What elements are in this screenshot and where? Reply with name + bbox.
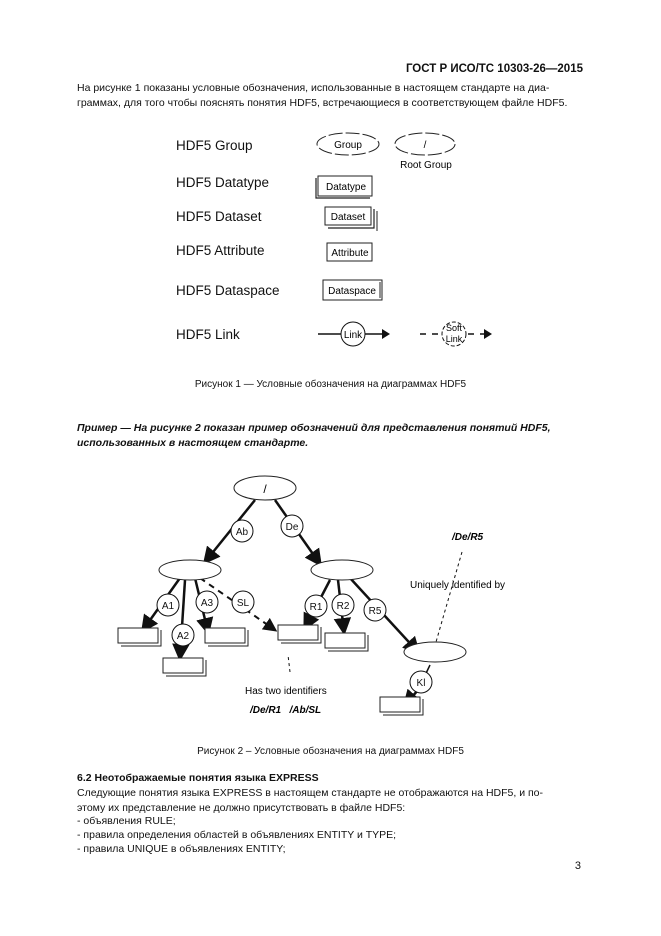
soft-link-symbol [420,322,492,346]
page-number: 3 [574,860,581,872]
figure1-caption: Рисунок 1 — Условные обозначения на диаграммах HDF5 [194,379,467,390]
dataset-symbol-label: Dataset [330,212,366,223]
intro-line-2: граммах, для того чтобы пояснять понятия HDF5, встречающиеся в соответствующем файле HDF5. [77,97,568,109]
dataset-a1 [118,628,158,643]
two-ids-label: Has two identifiers [245,686,327,697]
uniquely-label: Uniquely identified by [410,580,506,591]
list-item: - объявления RULE; [77,815,176,827]
legend-label-dataspace: HDF5 Dataspace [176,283,280,298]
section-title: 6.2 Неотображаемые понятия языка EXPRESS [77,772,319,784]
dataspace-symbol [323,280,382,300]
dataspace-symbol-label: Dataspace [328,286,376,297]
document-code: ГОСТ Р ИСО/ТС 10303-26—2015 [405,63,583,75]
hdf5-example-diagram [0,460,661,730]
link-kl: Kl [416,678,426,689]
attribute-symbol-label: Attribute [331,248,369,259]
example-paragraph [77,421,584,451]
datatype-symbol-label: Datatype [325,182,367,193]
intro-line-1: На рисунке 1 показаны условные обозначения, использованные в настоящем стандарте на диа- [77,82,550,94]
legend-label-group: HDF5 Group [176,138,253,153]
dataset-a3 [205,628,245,643]
list-item: - правила UNIQUE в объявлениях ENTITY; [77,843,286,855]
group-ab [159,560,221,580]
intro-paragraph [77,81,584,111]
datatype-symbol [316,176,372,198]
root-symbol-label: / [423,140,427,151]
link-sl: SL [236,598,250,609]
section-paragraph [77,786,584,816]
dataset-kl [380,697,420,712]
figure2-caption: Рисунок 2 – Условные обозначения на диаграммах HDF5 [197,746,464,757]
section-line-2: этому их представление не должно присутствовать в файле HDF5: [77,802,406,814]
dataset-a2 [163,658,203,673]
group-de [311,560,373,580]
root-label: / [263,482,267,496]
link-de: De [285,522,299,533]
example-line-1: Пример — На рисунке 2 показан пример обозначений для представления понятий HDF5, [77,422,551,434]
group-r5 [404,642,466,662]
link-r5: R5 [368,606,382,617]
legend-label-attribute: HDF5 Attribute [176,243,265,258]
soft-link-label-1: Soft [445,323,463,333]
path-label: /De/R5 [452,532,484,543]
link-r1: R1 [309,602,323,613]
ids-label: /De/R1 /Ab/SL [250,705,322,716]
dataset-shared [278,625,318,640]
list-item: - правила определения областей в объявлениях ENTITY и TYPE; [77,829,397,841]
dataset-symbol [325,207,377,231]
link-a1: A1 [161,601,175,612]
link-symbol-label: Link [343,330,363,341]
soft-link-label-2: Link [445,334,463,344]
group-symbol [317,133,379,155]
section-line-1: Следующие понятия языка EXPRESS в настоящем стандарте не отображаются на HDF5, и по- [77,787,544,799]
legend-label-datatype: HDF5 Datatype [176,175,270,190]
attribute-symbol [327,243,372,261]
group-symbol-label: Group [334,140,362,151]
root-group-label: Root Group [400,160,452,171]
legend-figure [0,120,661,370]
example-line-2: использованных в настоящем стандарте. [77,437,309,449]
legend-label-link: HDF5 Link [176,327,240,342]
dataset-r2 [325,633,365,648]
link-a2: A2 [176,631,190,642]
root-group-symbol [395,133,455,171]
link-r2: R2 [336,601,350,612]
link-a3: A3 [200,598,214,609]
link-ab: Ab [235,527,249,538]
link-symbol [318,322,390,346]
legend-label-dataset: HDF5 Dataset [176,209,262,224]
